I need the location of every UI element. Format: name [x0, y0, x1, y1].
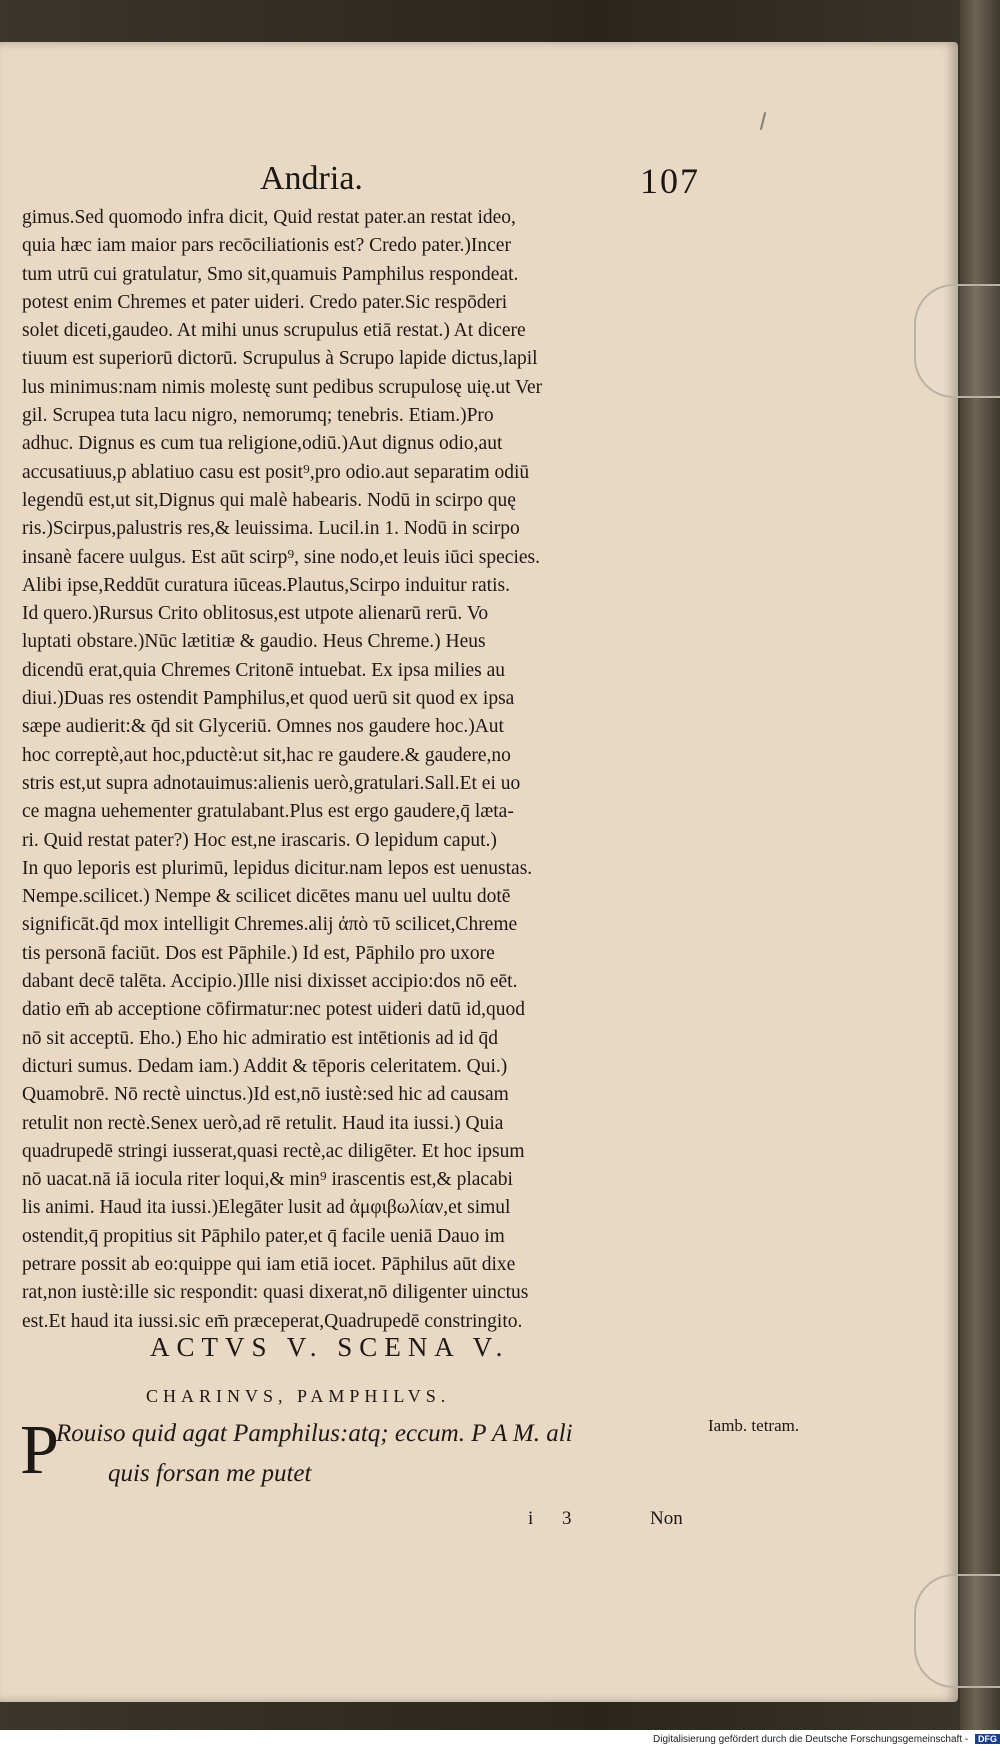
digitization-credit [0, 1734, 1000, 1751]
page-clip-bottom [914, 1574, 1000, 1688]
text-line: quia hæc iam maior pars recōciliationis est? Credo pater.)Incer [22, 235, 511, 257]
verse-initial-letter: P [20, 1412, 59, 1489]
act-scene-heading: ACTVS V. SCENA V. [150, 1332, 510, 1362]
page-number: 107 [640, 161, 700, 201]
text-line: Alibi ipse,Reddūt curatura iūceas.Plautus,Scirpo induitur ratis. [22, 574, 510, 596]
text-line: dabant decē talēta. Accipio.)Ille nisi dixisset accipio:dos nō eēt. [22, 971, 518, 993]
character-list: CHARINVS, PAMPHILVS. [146, 1386, 451, 1406]
text-line: In quo leporis est plurimū, lepidus dicitur.nam lepos est uenustas. [22, 857, 533, 879]
text-line: dicturi sumus. Dedam iam.) Addit & tēporis celeritatem. Qui.) [22, 1055, 508, 1077]
text-line: Quamobrē. Nō rectè uinctus.)Id est,nō iustè:sed hic ad causam [22, 1084, 509, 1106]
text-line: hoc correptè,aut hoc,pductè:ut sit,hac re gaudere.& gaudere,no [22, 744, 511, 766]
scanned-page [0, 42, 958, 1702]
text-line: nō uacat.nā iā iocula riter loqui,& min⁹ irascentis est,& placabi [22, 1169, 513, 1191]
running-title: Andria. [260, 160, 363, 197]
text-line: tis personā faciūt. Dos est Pāphile.) Id est, Pāphilo pro uxore [22, 942, 495, 964]
text-line: petrare possit ab eo:quippe qui iam etiā iocet. Pāphilus aūt dixe [22, 1253, 516, 1275]
meter-note: Iamb. tetram. [708, 1416, 800, 1435]
text-line: adhuc. Dignus es cum tua religione,odiū.)Aut dignus odio,aut [22, 433, 503, 455]
text-line: est.Et haud ita iussi.sic em̄ præceperat,Quadrupedē constringito. [22, 1310, 523, 1332]
page-header [260, 160, 720, 206]
text-line: ostendit,q̄ propitius sit Pāphilo pater,et q̄ facile ueniā Dauo im [22, 1225, 505, 1247]
text-line: stris est,ut supra adnotauimus:alienis uerò,gratulari.Sall.Et ei uo [22, 772, 521, 794]
credit-text: Digitalisierung gefördert durch die Deutsche Forschungsgemeinschaft - [653, 1734, 969, 1745]
text-line: datio em̄ ab acceptione cōfirmatur:nec potest uideri datū id,quod [22, 999, 526, 1021]
text-line: luptati obstare.)Nūc lætitiæ & gaudio. Heus Chreme.) Heus [22, 631, 486, 653]
pencil-mark [760, 112, 766, 130]
text-line: ri. Quid restat pater?) Hoc est,ne irascaris. O lepidum caput.) [22, 829, 497, 851]
text-line: lis animi. Haud ita iussi.)Elegāter lusit ad ἀμφιβωλίαν,et simul [22, 1197, 511, 1219]
text-line: ce magna uehementer gratulabant.Plus est ergo gaudere,q̄ læta- [22, 801, 514, 823]
text-line: Id quero.)Rursus Crito oblitosus,est utpote alienarū rerū. Vo [22, 603, 489, 625]
catchword: Non [650, 1508, 683, 1529]
dfg-logo: DFG [975, 1734, 1000, 1744]
text-line: significāt.q̄d mox intelligit Chremes.alij ἀπὸ τῦ scilicet,Chreme [22, 914, 518, 936]
text-line: lus minimus:nam nimis molestę sunt pedibus scrupulosę uię.ut Ver [22, 376, 543, 398]
text-line: potest enim Chremes et pater uideri. Credo pater.Sic respōderi [22, 291, 508, 313]
text-line: Nempe.scilicet.) Nempe & scilicet dicētes manu uel uultu dotē [22, 886, 511, 908]
text-line: nō sit acceptū. Eho.) Eho hic admiratio est intētionis ad id q̄d [22, 1027, 499, 1049]
signature-mark: i 3 [528, 1508, 584, 1529]
text-line: rat,non iustè:ille sic respondit: quasi dixerat,nō diligenter uinctus [22, 1282, 529, 1304]
verse-line: quis forsan me putet [108, 1460, 312, 1487]
text-line: tum utrū cui gratulatur, Smo sit,quamuis Pamphilus respondeat. [22, 263, 519, 285]
text-line: gimus.Sed quomodo infra dicit, Quid restat pater.an restat ideo, [22, 207, 516, 228]
text-line: retulit non rectè.Senex uerò,ad rē retulit. Haud ita iussi.) Quia [22, 1112, 504, 1134]
verse-line: Rouiso quid agat Pamphilus:atq; eccum. P A M. ali [56, 1420, 573, 1447]
text-line: diui.)Duas res ostendit Pamphilus,et quod uerū sit quod ex ipsa [22, 688, 515, 710]
text-line: ris.)Scirpus,palustris res,& leuissima. Lucil.in 1. Nodū in scirpo [22, 518, 520, 540]
text-line: tiuum est superiorū dictorū. Scrupulus à Scrupo lapide dictus,lapil [22, 348, 538, 370]
text-line: accusatiuus,p ablatiuo casu est posit⁹,pro odio.aut separatim odiū [22, 461, 530, 483]
text-line: quadrupedē stringi iusserat,quasi rectè,ac diligēter. Et hoc ipsum [22, 1140, 525, 1162]
text-line: insanè facere uulgus. Est aūt scirp⁹, sine nodo,et leuis iūci species. [22, 546, 540, 568]
text-line: gil. Scrupea tuta lacu nigro, nemorumq; tenebris. Etiam.)Pro [22, 405, 494, 427]
page-clip-top [914, 284, 1000, 398]
text-line: legendū est,ut sit,Dignus qui malè habearis. Nodū in scirpo quę [22, 489, 516, 511]
text-line: dicendū erat,quia Chremes Critonē intuebat. Ex ipsa milies au [22, 659, 506, 681]
commentary-text-block [22, 204, 710, 1336]
text-line: sæpe audierit:& q̄d sit Glyceriū. Omnes nos gaudere hoc.)Aut [22, 716, 504, 738]
text-line: solet diceti,gaudeo. At mihi unus scrupulus etiā restat.) At dicere [22, 320, 526, 342]
book-spine [960, 0, 1000, 1730]
